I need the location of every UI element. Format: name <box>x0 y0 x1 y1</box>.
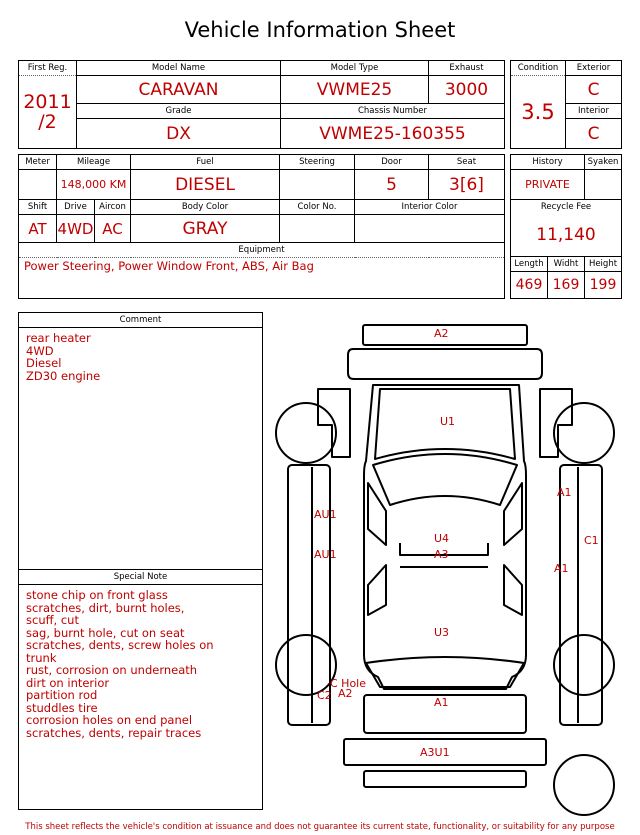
drive-label: Drive <box>57 200 95 215</box>
special-note-line: sag, burnt hole, cut on seat <box>26 625 185 640</box>
width-label: Widht <box>548 256 585 271</box>
length-label: Length <box>511 256 548 271</box>
aircon-label: Aircon <box>95 200 131 215</box>
right-side-panel <box>560 465 602 725</box>
damage-mark-center-a3: A3 <box>434 548 449 561</box>
first-reg-year: 2011 <box>23 91 72 113</box>
left-side-panel <box>288 465 330 725</box>
sheet-title: Vehicle Information Sheet <box>184 18 456 42</box>
model-name-value: CARAVAN <box>77 76 281 104</box>
steering-value <box>280 170 355 200</box>
special-note-line: corrosion holes on end panel <box>26 713 193 727</box>
comment-line: rear heater <box>26 331 91 345</box>
vehicle-detail-table <box>18 154 505 299</box>
color-no-value <box>280 215 355 243</box>
meter-value <box>19 170 57 200</box>
comment-line: 4WD <box>26 343 54 358</box>
first-reg-value <box>19 76 77 149</box>
history-table <box>510 154 622 299</box>
right-front-wheel <box>554 403 614 463</box>
damage-mark-right-front: A1 <box>557 486 572 499</box>
comment-box <box>18 312 263 810</box>
damage-mark-center-u3: U3 <box>434 626 450 639</box>
history-label: History <box>511 155 585 170</box>
interior-label: Interior <box>566 104 622 119</box>
fuel-value: DIESEL <box>131 170 280 200</box>
shift-value: AT <box>19 215 57 243</box>
grade-label: Grade <box>77 104 281 119</box>
shift-label: Shift <box>19 200 57 215</box>
exhaust-value: 3000 <box>429 76 505 104</box>
door-label: Door <box>355 155 429 170</box>
damage-mark-roof: U1 <box>440 415 456 428</box>
damage-mark-right-rear: A1 <box>554 562 569 575</box>
right-front-window <box>504 483 522 545</box>
body-color-label: Body Color <box>131 200 280 215</box>
mileage-value: 148,000 KM <box>57 170 131 200</box>
history-value: PRIVATE <box>511 170 585 200</box>
vehicle-main-table <box>18 60 505 149</box>
damage-mark-right-mid: C1 <box>584 534 599 547</box>
special-note-list <box>19 585 262 739</box>
rear-step-outline <box>364 771 526 787</box>
special-note-line: stone chip on front glass <box>26 588 168 602</box>
drive-value: 4WD <box>57 215 95 243</box>
mileage-label: Mileage <box>57 155 131 170</box>
length-value: 469 <box>511 271 548 298</box>
aircon-value: AC <box>95 215 131 243</box>
steering-label: Steering <box>280 155 355 170</box>
special-note-line: partition rod <box>26 688 98 702</box>
spare-wheel <box>554 755 614 815</box>
height-label: Height <box>585 256 622 271</box>
right-rear-window <box>504 565 522 615</box>
meter-label: Meter <box>19 155 57 170</box>
condition-value: 3.5 <box>511 76 566 149</box>
interior-value: C <box>566 119 622 149</box>
damage-mark-rear-bumper: A3U1 <box>420 746 450 759</box>
seat-value: 3[6] <box>429 170 505 200</box>
height-value: 199 <box>585 271 622 298</box>
first-reg-month: /2 <box>38 111 57 133</box>
disclaimer-footer: This sheet reflects the vehicle's condition at issuance and does not guarantee its current state, functionality, or suitability for any purpose <box>25 822 615 832</box>
color-no-label: Color No. <box>280 200 355 215</box>
damage-mark-a2-rear: A2 <box>338 687 353 700</box>
left-front-window <box>368 483 386 545</box>
comment-line: ZD30 engine <box>26 368 101 383</box>
windshield-outline <box>373 454 517 505</box>
exhaust-label: Exhaust <box>429 61 505 76</box>
door-value: 5 <box>355 170 429 200</box>
damage-mark-center-u4: U4 <box>434 532 450 545</box>
special-note-label: Special Note <box>19 569 262 585</box>
special-note-line: scratches, dents, screw holes on <box>26 638 214 652</box>
left-rear-window <box>368 565 386 615</box>
damage-mark-c2: C2 <box>317 689 332 702</box>
special-note-line: trunk <box>26 650 57 665</box>
special-note-line: dirt on interior <box>26 675 110 690</box>
comment-label: Comment <box>19 313 262 328</box>
syaken-value <box>585 170 622 200</box>
chassis-value: VWME25-160355 <box>281 119 505 149</box>
damage-mark-rear-a1: A1 <box>434 696 449 709</box>
interior-color-label: Interior Color <box>355 200 505 215</box>
equipment-value: Power Steering, Power Window Front, ABS, Air Bag <box>19 258 505 299</box>
damage-mark-top-bumper: A2 <box>434 327 449 340</box>
seat-label: Seat <box>429 155 505 170</box>
comment-line: Diesel <box>26 356 62 370</box>
fuel-label: Fuel <box>131 155 280 170</box>
model-type-value: VWME25 <box>281 76 429 104</box>
grade-value: DX <box>77 119 281 149</box>
recycle-fee-value: 11,140 <box>511 214 622 256</box>
exterior-label: Exterior <box>566 61 622 76</box>
model-type-label: Model Type <box>281 61 429 76</box>
left-rear-wheel <box>276 635 336 695</box>
syaken-label: Syaken <box>585 155 622 170</box>
chassis-label: Chassis Number <box>281 104 505 119</box>
first-reg-label: First Reg. <box>19 61 77 76</box>
equipment-label: Equipment <box>19 243 505 258</box>
body-color-value: GRAY <box>131 215 280 243</box>
comment-list <box>19 328 262 569</box>
damage-mark-left-front-door: AU1 <box>314 508 337 521</box>
left-front-wheel <box>276 403 336 463</box>
condition-label: Condition <box>511 61 566 76</box>
rear-window-outline <box>366 657 524 687</box>
special-note-line: studdles tire <box>26 700 98 715</box>
exterior-value: C <box>566 76 622 104</box>
special-note-line: rust, corrosion on underneath <box>26 663 198 677</box>
special-note-line: scratches, dirt, burnt holes, <box>26 600 185 615</box>
special-note-line: scuff, cut <box>26 613 79 627</box>
car-damage-diagram <box>270 315 622 820</box>
model-name-label: Model Name <box>77 61 281 76</box>
width-value: 169 <box>548 271 585 298</box>
right-rear-wheel <box>554 635 614 695</box>
hood-outline <box>348 349 542 379</box>
damage-mark-c-hole: C Hole <box>330 677 367 690</box>
condition-table <box>510 60 622 149</box>
recycle-fee-label: Recycle Fee <box>511 200 622 215</box>
special-note-line: scratches, dents, repair traces <box>26 725 202 740</box>
interior-color-value <box>355 215 505 243</box>
damage-mark-left-rear-door: AU1 <box>314 548 337 561</box>
